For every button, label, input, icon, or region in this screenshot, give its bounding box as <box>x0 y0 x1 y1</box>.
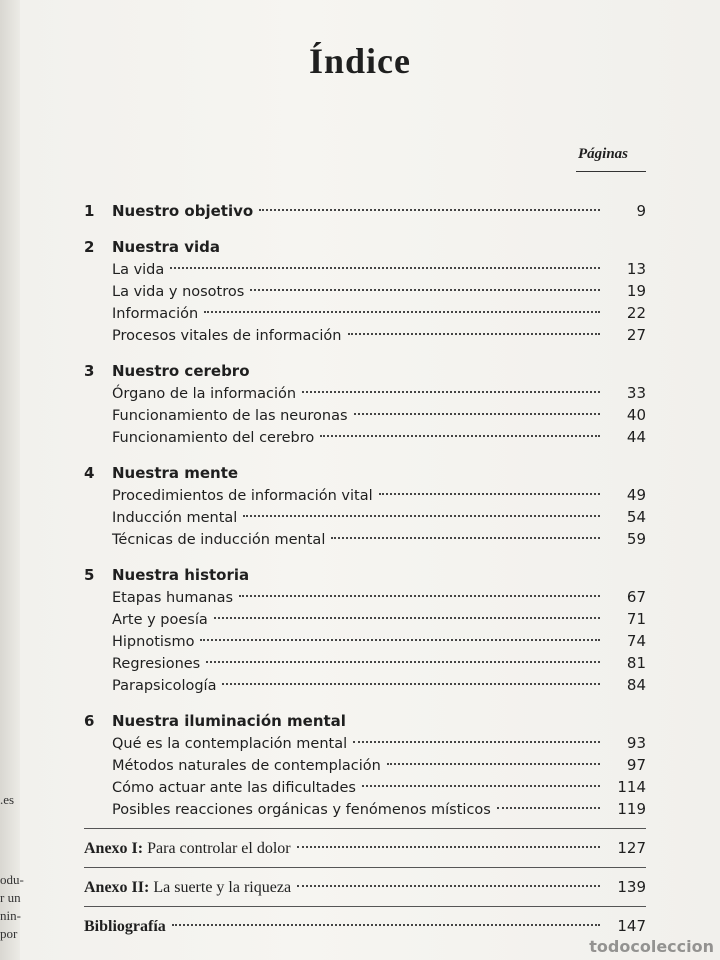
leader-dots <box>379 493 600 495</box>
entry-label <box>84 838 291 860</box>
entry-label: Funcionamiento del cerebro <box>112 430 315 446</box>
chapter-number: 6 <box>84 712 95 730</box>
toc-subentry-row <box>84 674 646 696</box>
leader-dots <box>259 209 600 211</box>
entry-label: Posibles reacciones orgánicas y fenómenos místicos <box>112 802 491 818</box>
entry-label: Qué es la contemplación mental <box>112 736 348 752</box>
page-number: 9 <box>636 202 646 220</box>
leader-dots <box>497 807 600 809</box>
page-number: 81 <box>626 654 646 672</box>
toc-subentry-row <box>84 302 646 324</box>
entry-label: Etapas humanas <box>112 590 234 606</box>
toc-subentry-row <box>84 528 646 550</box>
leader-dots <box>297 885 600 887</box>
toc-chapter-row <box>84 462 646 484</box>
toc-subentry-row <box>84 280 646 302</box>
toc-subentry-row <box>84 776 646 798</box>
leader-dots <box>387 763 600 765</box>
page-number: 54 <box>626 508 646 526</box>
leader-dots <box>297 846 600 848</box>
leader-dots <box>302 391 600 393</box>
leader-dots <box>250 289 600 291</box>
edge-text-1: .es <box>0 792 15 807</box>
annex-heading: Bibliografía <box>84 918 166 935</box>
annex-separator <box>84 867 646 868</box>
leader-dots <box>362 785 600 787</box>
watermark-logo: todocoleccion <box>589 937 714 956</box>
entry-label: Regresiones <box>112 656 201 672</box>
entry-label: Nuestro cerebro <box>112 362 250 380</box>
toc-subentry-row <box>84 798 646 820</box>
entry-label: Arte y poesía <box>112 612 208 628</box>
header-rule <box>576 171 646 172</box>
page-number: 49 <box>626 486 646 504</box>
entry-label: Nuestro objetivo <box>112 202 254 220</box>
toc-subentry-row <box>84 506 646 528</box>
leader-dots <box>239 595 600 597</box>
page-number: 22 <box>626 304 646 322</box>
page-number: 93 <box>626 734 646 752</box>
entry-label: Funcionamiento de las neuronas <box>112 408 348 424</box>
chapter-number: 3 <box>84 362 95 380</box>
section-gap <box>84 550 646 564</box>
leader-dots <box>354 413 600 415</box>
toc-subentry-row <box>84 426 646 448</box>
entry-label: La vida <box>112 262 165 278</box>
entry-label <box>84 877 291 899</box>
leader-dots <box>206 661 600 663</box>
toc-annex-row <box>84 876 646 898</box>
leader-dots <box>320 435 600 437</box>
edge-text-3: r un <box>0 890 21 905</box>
page-title: Índice <box>308 41 411 82</box>
annex-title: Para controlar el dolor <box>143 840 291 857</box>
page-number: 40 <box>626 406 646 424</box>
entry-label: La vida y nosotros <box>112 284 245 300</box>
page-number: 74 <box>626 632 646 650</box>
leader-dots <box>353 741 600 743</box>
page-number: 84 <box>626 676 646 694</box>
toc-chapter-row <box>84 200 646 222</box>
annex-heading: Anexo II: <box>84 879 150 896</box>
page-number: 33 <box>626 384 646 402</box>
leader-dots <box>170 267 600 269</box>
entry-label: Cómo actuar ante las dificultades <box>112 780 356 796</box>
leader-dots <box>200 639 600 641</box>
entry-label: Técnicas de inducción mental <box>112 532 326 548</box>
toc-chapter-row <box>84 236 646 258</box>
page-number: 59 <box>626 530 646 548</box>
toc-chapter-row <box>84 710 646 732</box>
page-number: 13 <box>626 260 646 278</box>
toc-subentry-row <box>84 404 646 426</box>
section-gap <box>84 448 646 462</box>
toc-subentry-row <box>84 484 646 506</box>
entry-label: Procesos vitales de información <box>112 328 342 344</box>
leader-dots <box>243 515 600 517</box>
annex-separator <box>84 906 646 907</box>
annex-heading: Anexo I: <box>84 840 144 857</box>
entry-label: Procedimientos de información vital <box>112 488 373 504</box>
leader-dots <box>331 537 600 539</box>
chapter-number: 4 <box>84 464 95 482</box>
annex-separator <box>84 828 646 829</box>
page-number: 114 <box>617 778 646 796</box>
leader-dots <box>204 311 600 313</box>
page-number: 71 <box>626 610 646 628</box>
toc-chapter-row <box>84 564 646 586</box>
toc-subentry-row <box>84 586 646 608</box>
entry-label: Nuestra mente <box>112 464 239 482</box>
toc-subentry-row <box>84 382 646 404</box>
adjacent-page-edge <box>0 0 20 960</box>
leader-dots <box>348 333 601 335</box>
table-of-contents <box>84 200 646 937</box>
page-number: 127 <box>617 839 646 857</box>
chapter-number: 1 <box>84 202 95 220</box>
page-number: 119 <box>617 800 646 818</box>
toc-subentry-row <box>84 258 646 280</box>
toc-subentry-row <box>84 754 646 776</box>
section-gap <box>84 696 646 710</box>
page-number: 139 <box>617 878 646 896</box>
entry-label <box>84 916 166 938</box>
entry-label: Información <box>112 306 199 322</box>
toc-subentry-row <box>84 324 646 346</box>
annex-title: La suerte y la riqueza <box>149 879 292 896</box>
section-gap <box>84 346 646 360</box>
toc-subentry-row <box>84 608 646 630</box>
page-number: 97 <box>626 756 646 774</box>
toc-subentry-row <box>84 630 646 652</box>
page-number: 44 <box>626 428 646 446</box>
leader-dots <box>214 617 600 619</box>
entry-label: Parapsicología <box>112 678 217 694</box>
section-gap <box>84 222 646 236</box>
toc-chapter-row <box>84 360 646 382</box>
entry-label: Órgano de la información <box>112 386 297 402</box>
toc-annex-row <box>84 837 646 859</box>
page-number: 27 <box>626 326 646 344</box>
toc-subentry-row <box>84 732 646 754</box>
entry-label: Nuestra vida <box>112 238 221 256</box>
entry-label: Inducción mental <box>112 510 238 526</box>
page-number: 19 <box>626 282 646 300</box>
toc-annex-row <box>84 915 646 937</box>
edge-text-4: nin- <box>0 908 21 923</box>
entry-label: Nuestra iluminación mental <box>112 712 346 730</box>
entry-label: Hipnotismo <box>112 634 195 650</box>
leader-dots <box>172 924 600 926</box>
page-number: 147 <box>617 917 646 935</box>
chapter-number: 2 <box>84 238 95 256</box>
entry-label: Nuestra historia <box>112 566 250 584</box>
pages-column-label: Páginas <box>578 146 629 162</box>
chapter-number: 5 <box>84 566 95 584</box>
edge-text-5: por <box>0 926 18 941</box>
leader-dots <box>222 683 600 685</box>
toc-subentry-row <box>84 652 646 674</box>
entry-label: Métodos naturales de contemplación <box>112 758 381 774</box>
page-number: 67 <box>626 588 646 606</box>
edge-text-2: odu- <box>0 872 24 887</box>
